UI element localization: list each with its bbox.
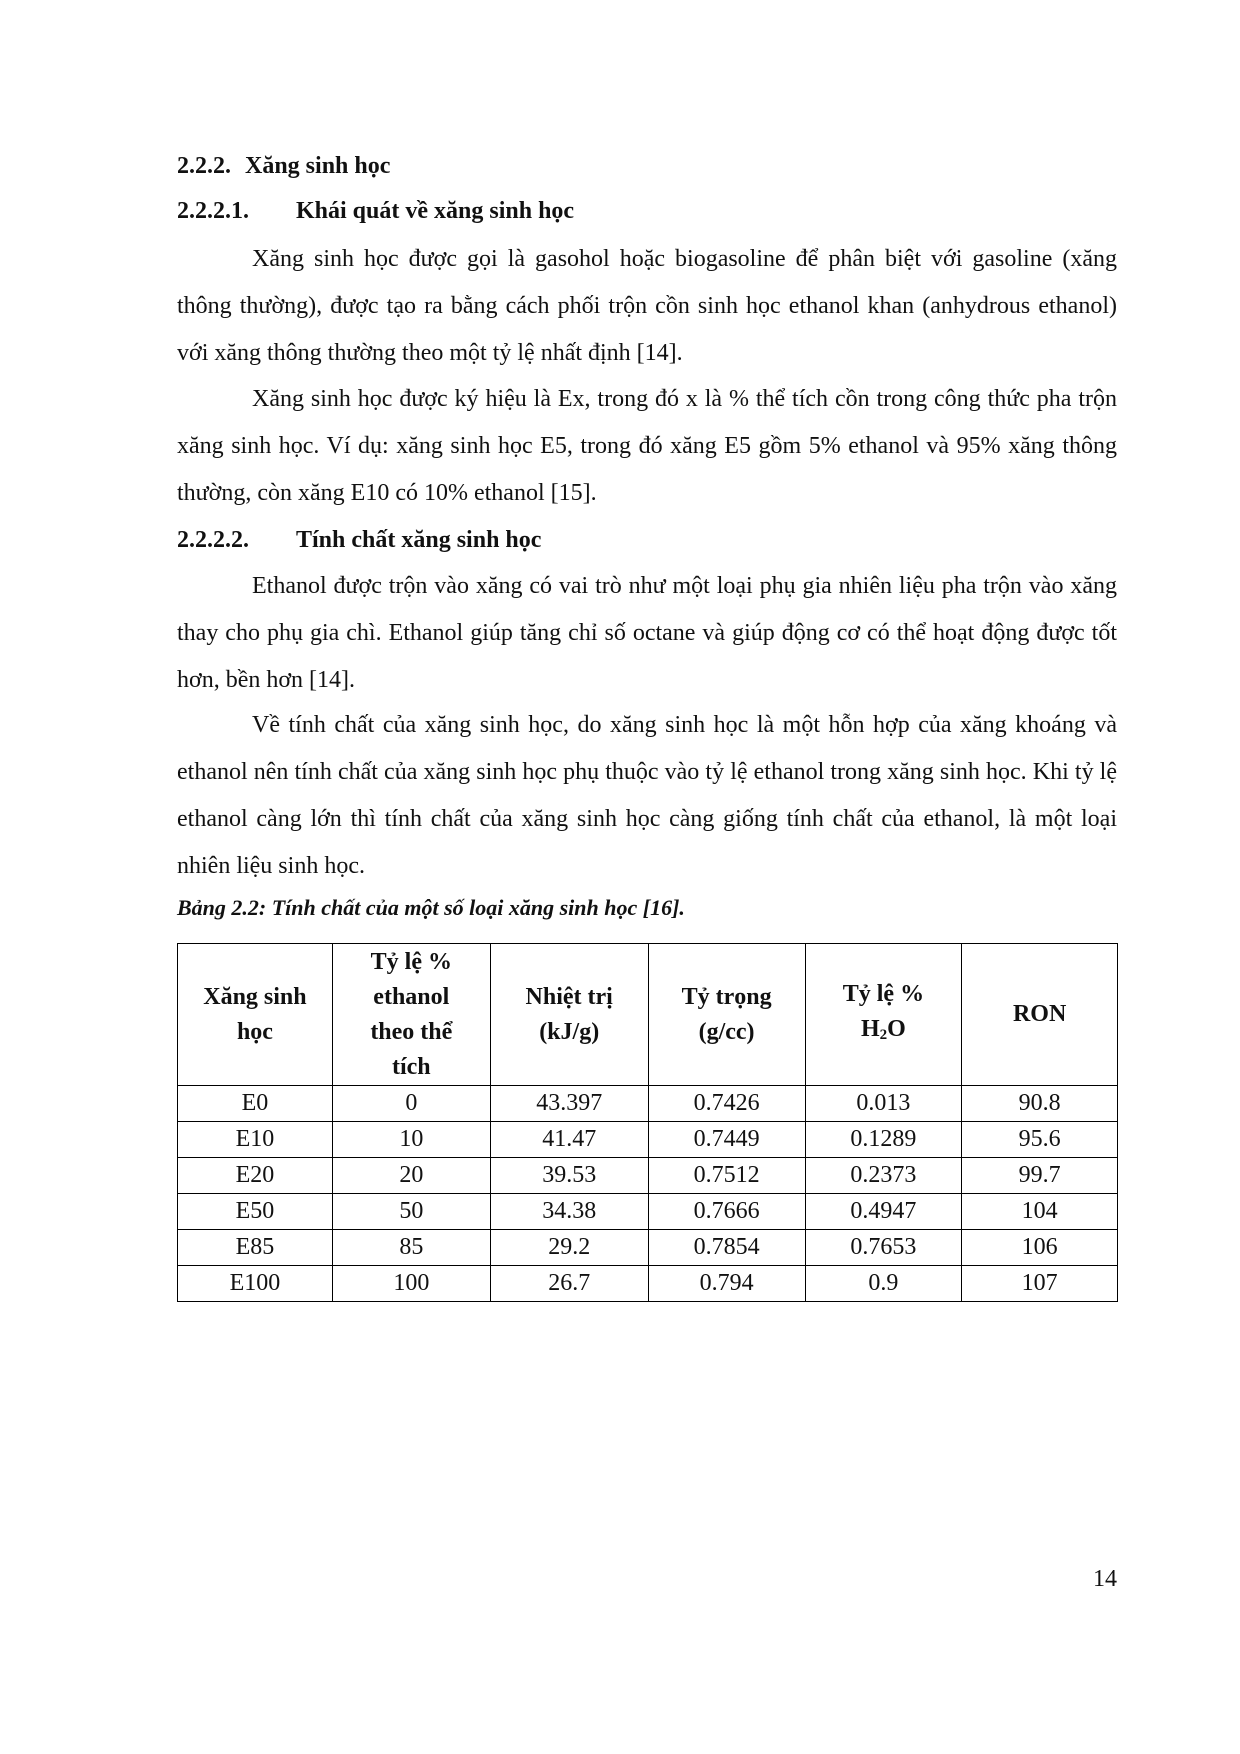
cell-density: 0.7512 — [648, 1158, 805, 1194]
cell-density: 0.7666 — [648, 1194, 805, 1230]
properties-table — [177, 943, 1118, 1302]
cell-density: 0.7449 — [648, 1122, 805, 1158]
cell-ethanol: 10 — [332, 1122, 490, 1158]
header-biofuel — [178, 944, 333, 1086]
cell-ron: 107 — [962, 1266, 1118, 1302]
cell-fuel: E100 — [178, 1266, 333, 1302]
cell-ethanol: 100 — [332, 1266, 490, 1302]
cell-ron: 95.6 — [962, 1122, 1118, 1158]
paragraph-2-text: Xăng sinh học được ký hiệu là Ex, trong đó x là % thể tích cồn trong công thức pha trộn xăng sinh học. Ví dụ: xăng sinh học E5, trong đó xăng E5 gồm 5% ethanol và 95% xăng thông thường, còn xăng E10 có 10% ethanol [15]. — [177, 386, 1117, 506]
cell-ron: 90.8 — [962, 1086, 1118, 1122]
paragraph-3 — [177, 563, 1117, 704]
paragraph-1-text: Xăng sinh học được gọi là gasohol hoặc biogasoline để phân biệt với gasoline (xăng thông thường), được tạo ra bằng cách phối trộn cồn sinh học ethanol khan (anhydrous ethanol) với xăng thông thường theo một tỷ lệ nhất định [14]. — [177, 246, 1117, 366]
cell-ethanol: 20 — [332, 1158, 490, 1194]
table-row — [178, 1230, 1118, 1266]
cell-heating: 29.2 — [490, 1230, 648, 1266]
cell-fuel: E20 — [178, 1158, 333, 1194]
header-heating-value-text: Nhiệt trị (kJ/g) — [525, 983, 613, 1045]
paragraph-2 — [177, 376, 1117, 517]
header-ron: RON — [962, 944, 1118, 1086]
header-density-text: Tỷ trọng (g/cc) — [681, 983, 772, 1045]
cell-ron: 106 — [962, 1230, 1118, 1266]
cell-ethanol: 85 — [332, 1230, 490, 1266]
cell-ethanol: 50 — [332, 1194, 490, 1230]
formula-o: O — [887, 1015, 906, 1042]
formula-sub: 2 — [879, 1026, 888, 1043]
cell-water: 0.9 — [805, 1266, 962, 1302]
cell-fuel: E0 — [178, 1086, 333, 1122]
subsection-heading-2 — [177, 525, 541, 555]
cell-heating: 43.397 — [490, 1086, 648, 1122]
cell-heating: 34.38 — [490, 1194, 648, 1230]
cell-ethanol: 0 — [332, 1086, 490, 1122]
cell-fuel: E10 — [178, 1122, 333, 1158]
header-heating-value — [490, 944, 648, 1086]
table-row — [178, 1122, 1118, 1158]
paragraph-1 — [177, 236, 1117, 377]
table-row — [178, 1194, 1118, 1230]
subsection-title-2: Tính chất xăng sinh học — [296, 527, 542, 553]
paragraph-3-text: Ethanol được trộn vào xăng có vai trò như một loại phụ gia nhiên liệu pha trộn vào xăng thay cho phụ gia chì. Ethanol giúp tăng chỉ số octane và giúp động cơ có thể hoạt động được tốt hơn, bền hơn [14]. — [177, 573, 1117, 693]
cell-density: 0.794 — [648, 1266, 805, 1302]
cell-heating: 41.47 — [490, 1122, 648, 1158]
subsection-heading-1 — [177, 196, 574, 226]
cell-water: 0.1289 — [805, 1122, 962, 1158]
subsection-number-1: 2.2.2.1. — [177, 198, 249, 224]
cell-water: 0.013 — [805, 1086, 962, 1122]
page-number: 14 — [1093, 1566, 1117, 1592]
section-number: 2.2.2. — [177, 153, 231, 179]
cell-water: 0.7653 — [805, 1230, 962, 1266]
header-water-ratio-text: Tỷ lệ % — [842, 980, 925, 1007]
header-density — [648, 944, 805, 1086]
table-row — [178, 1086, 1118, 1122]
cell-fuel: E50 — [178, 1194, 333, 1230]
cell-density: 0.7854 — [648, 1230, 805, 1266]
cell-ron: 104 — [962, 1194, 1118, 1230]
cell-heating: 26.7 — [490, 1266, 648, 1302]
paragraph-4 — [177, 702, 1117, 890]
table-row — [178, 1266, 1118, 1302]
table-caption: Bảng 2.2: Tính chất của một số loại xăng sinh học [16]. — [177, 895, 685, 920]
cell-density: 0.7426 — [648, 1086, 805, 1122]
table-row — [178, 1158, 1118, 1194]
section-heading — [177, 151, 390, 181]
cell-heating: 39.53 — [490, 1158, 648, 1194]
cell-ron: 99.7 — [962, 1158, 1118, 1194]
header-water-ratio — [805, 944, 962, 1086]
header-biofuel-text: Xăng sinh học — [203, 983, 307, 1045]
header-ethanol-ratio-text: Tỷ lệ % ethanol theo thể tích — [370, 948, 453, 1080]
subsection-number-2: 2.2.2.2. — [177, 527, 249, 553]
header-ethanol-ratio — [332, 944, 490, 1086]
cell-fuel: E85 — [178, 1230, 333, 1266]
subsection-title-1: Khái quát về xăng sinh học — [296, 198, 575, 224]
table-header-row — [178, 944, 1118, 1086]
header-water-formula — [806, 1012, 962, 1053]
paragraph-4-text: Về tính chất của xăng sinh học, do xăng sinh học là một hỗn hợp của xăng khoáng và ethanol nên tính chất của xăng sinh học phụ thuộc vào tỷ lệ ethanol trong xăng sinh học. Khi tỷ lệ ethanol càng lớn thì tính chất của xăng sinh học càng giống tính chất của ethanol, là một loại nhiên liệu sinh học. — [177, 712, 1117, 879]
cell-water: 0.2373 — [805, 1158, 962, 1194]
section-title: Xăng sinh học — [245, 153, 391, 179]
cell-water: 0.4947 — [805, 1194, 962, 1230]
formula-h: H — [860, 1015, 880, 1042]
